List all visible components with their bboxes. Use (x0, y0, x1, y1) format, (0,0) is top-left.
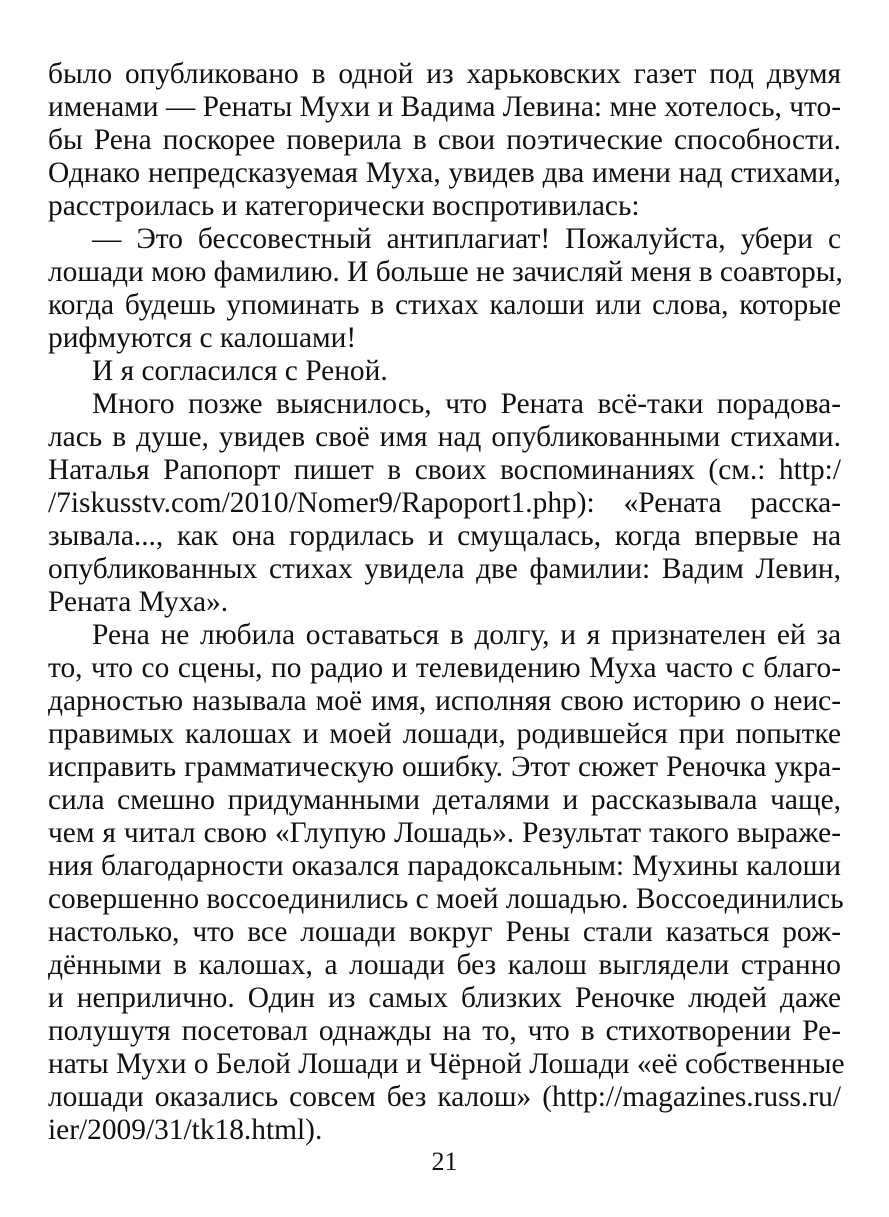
text-line: бы Рена поскорее поверила в свои поэтические способности. (48, 124, 841, 156)
page-number: 21 (431, 1147, 458, 1176)
text-line: было опубликовано в одной из харьковских газет под двумя (48, 58, 841, 90)
text-line: ния благодарности оказался парадоксальным: Мухины калоши (48, 850, 841, 882)
text-line: когда будешь упоминать в стихах калоши или слова, которые (48, 289, 841, 321)
text-line: Много позже выяснилось, что Рената всё-таки порадова- (92, 388, 841, 420)
text-line: дарностью называла моё имя, исполняя свою историю о неис- (48, 685, 841, 717)
text-line: наты Мухи о Белой Лошади и Чёрной Лошади «её собственные (48, 1048, 845, 1080)
text-line: правимых калошах и моей лошади, родившейся при попытке (48, 718, 841, 750)
text-line: то, что со сцены, по радио и телевидению Муха часто с благо- (48, 652, 841, 684)
page-body (48, 58, 845, 1147)
text-line: расстроилась и категорически воспротивилась: (48, 190, 640, 222)
text-line: ier/2009/31/tk18.html). (48, 1114, 323, 1146)
text-line: дёнными в калошах, а лошади без калош выглядели странно (48, 949, 841, 981)
text-line: именами — Ренаты Мухи и Вадима Левина: мне хотелось, что- (48, 91, 841, 123)
text-line: Рената Муха». (48, 586, 229, 618)
text-line: исправить грамматическую ошибку. Этот сюжет Реночка укра- (48, 751, 841, 783)
text-line: рифмуются с калошами! (48, 322, 357, 354)
text-line: Однако непредсказуемая Муха, увидев два имени над стихами, (48, 157, 841, 189)
text-line: лась в душе, увидев своё имя над опубликованными стихами. (48, 421, 841, 453)
text-line: Рена не любила оставаться в долгу, и я признателен ей за (92, 619, 841, 651)
text-line: опубликованных стихах увидела две фамилии: Вадим Левин, (48, 553, 841, 585)
text-line: лошади оказались совсем без калош» (http://magazines.russ.ru/ (48, 1081, 841, 1113)
text-line: зывала..., как она гордилась и смущалась, когда впервые на (48, 520, 841, 552)
text-line: /7iskusstv.com/2010/Nomer9/Rapoport1.php): «Рената расска- (48, 487, 841, 519)
text-line: и неприлично. Один из самых близких Реночке людей даже (48, 982, 841, 1014)
text-line: — Это бессовестный антиплагиат! Пожалуйста, убери с (92, 223, 841, 255)
text-line: совершенно воссоединились с моей лошадью. Воссоединились (48, 883, 844, 915)
text-line: Наталья Рапопорт пишет в своих воспоминаниях (см.: http:/ (48, 454, 841, 486)
text-line: полушутя посетовал однажды на то, что в стихотворении Ре- (48, 1015, 841, 1047)
text-line: лошади мою фамилию. И больше не зачисляй меня в соавторы, (48, 256, 843, 288)
text-line: сила смешно придуманными деталями и рассказывала чаще, (48, 784, 841, 816)
text-line: И я согласился с Реной. (92, 355, 388, 387)
text-line: настолько, что все лошади вокруг Рены стали казаться рож- (48, 916, 841, 948)
text-line: чем я читал свою «Глупую Лошадь». Результат такого выраже- (48, 817, 841, 849)
